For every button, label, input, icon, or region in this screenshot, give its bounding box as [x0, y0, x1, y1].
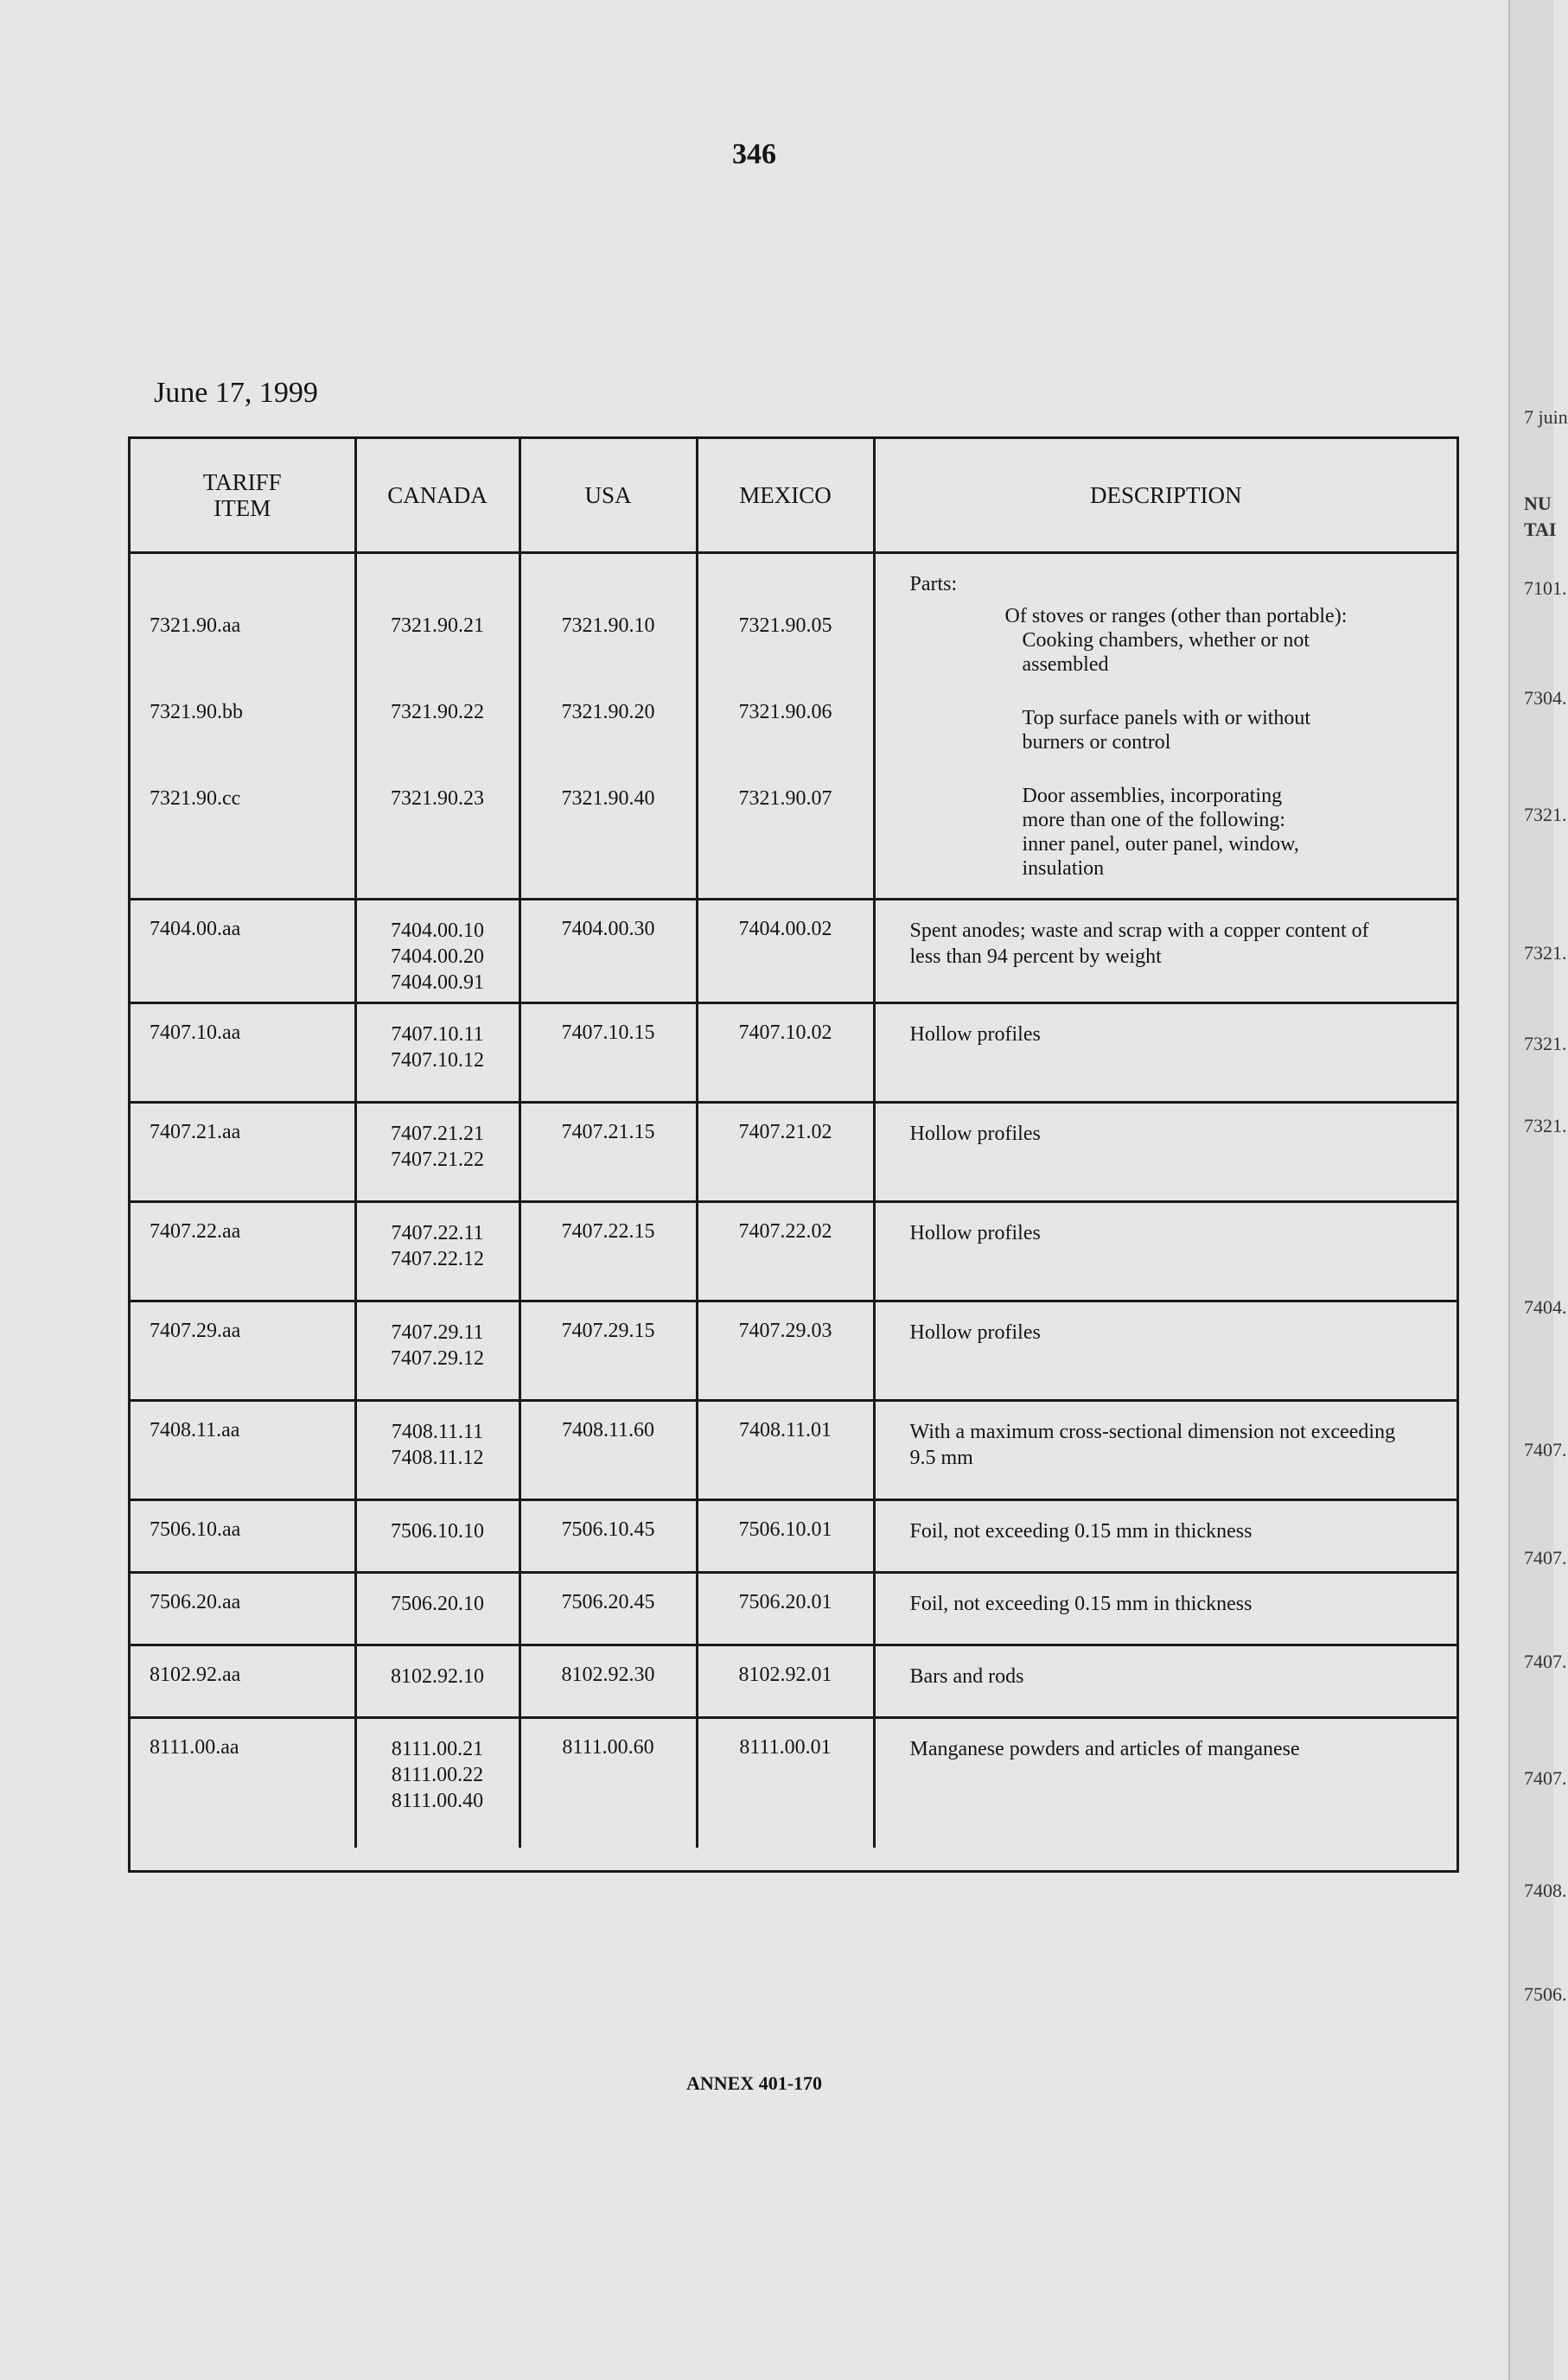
- parts-heading: Of stoves or ranges (other than portable):: [1004, 605, 1348, 627]
- parts-description-1: Cooking chambers, whether or not assembled: [1022, 629, 1310, 676]
- usa-cell: 7407.10.15: [519, 1003, 697, 1103]
- tariff-table: [131, 439, 1456, 1848]
- mexico-cell: 7407.21.02: [697, 1103, 874, 1202]
- table-row: [131, 1401, 1456, 1500]
- adjacent-item: 7407.: [1524, 1439, 1567, 1460]
- adjacent-header-fragment-2: TAI: [1524, 519, 1557, 540]
- mexico-cell: 8102.92.01: [697, 1645, 874, 1718]
- tariff-item-cell: 7404.00.aa: [131, 900, 355, 1003]
- usa-cell: 7506.10.45: [519, 1500, 697, 1573]
- adjacent-item: 7407.: [1524, 1651, 1567, 1672]
- adjacent-item: 7321.: [1524, 804, 1567, 825]
- canada-cell: 7404.00.10 7404.00.20 7404.00.91: [355, 900, 519, 1003]
- description-cell: Spent anodes; waste and scrap with a copper content of less than 94 percent by weight: [874, 900, 1456, 1003]
- canada-cell: 7321.90.21 7321.90.22 7321.90.23: [355, 553, 519, 900]
- mexico-cell: 7407.22.02: [697, 1202, 874, 1301]
- header-description: DESCRIPTION: [874, 439, 1456, 553]
- description-cell: Manganese powders and articles of manganese: [909, 1738, 1300, 1760]
- description-cell: Hollow profiles: [874, 1003, 1456, 1103]
- adjacent-item: 7404.: [1524, 1296, 1567, 1318]
- description-cell: Hollow profiles: [874, 1202, 1456, 1301]
- table-row: [131, 1645, 1456, 1718]
- table-row: [131, 1500, 1456, 1573]
- description-cell: Bars and rods: [874, 1645, 1456, 1718]
- mexico-cell: 8111.00.01: [697, 1718, 874, 1848]
- mexico-cell: 7321.90.05 7321.90.06 7321.90.07: [697, 553, 874, 900]
- canada-cell: 7407.21.21 7407.21.22: [355, 1103, 519, 1202]
- tariff-item-cell: 7506.10.aa: [131, 1500, 355, 1573]
- parts-description-3: Door assemblies, incorporating more than one of the following: inner panel, outer panel, window, insulation: [1022, 785, 1299, 880]
- usa-cell: 7506.20.45: [519, 1573, 697, 1645]
- usa-cell: 8102.92.30: [519, 1645, 697, 1718]
- table-row: [131, 900, 1456, 1003]
- header-tariff-item: TARIFF ITEM: [131, 439, 355, 553]
- adjacent-page-edge: [1508, 0, 1568, 2380]
- mexico-cell: 7407.10.02: [697, 1003, 874, 1103]
- tariff-item-cell: 7321.90.aa 7321.90.bb 7321.90.cc: [131, 553, 355, 900]
- adjacent-item: 7408.: [1524, 1880, 1567, 1901]
- table-row-parts-group: [131, 553, 1456, 900]
- description-cell: Hollow profiles: [874, 1103, 1456, 1202]
- mexico-cell: 7404.00.02: [697, 900, 874, 1003]
- description-cell: [874, 553, 1456, 900]
- canada-cell: 7407.10.11 7407.10.12: [355, 1003, 519, 1103]
- annex-footer: ANNEX 401-170: [685, 2072, 823, 2094]
- mexico-cell: 7506.20.01: [697, 1573, 874, 1645]
- usa-cell: 7407.21.15: [519, 1103, 697, 1202]
- canada-cell: 7506.20.10: [355, 1573, 519, 1645]
- document-date: June 17, 1999: [154, 377, 318, 409]
- adjacent-item: 7304.: [1524, 687, 1567, 709]
- table-header-row: [131, 439, 1456, 553]
- adjacent-item: 7101.: [1524, 577, 1567, 599]
- adjacent-item: 7506.: [1524, 1983, 1567, 2005]
- usa-cell: 7407.29.15: [519, 1301, 697, 1401]
- tariff-item-cell: 8102.92.aa: [131, 1645, 355, 1718]
- table-row: [131, 1202, 1456, 1301]
- tariff-item-cell: 7407.10.aa: [131, 1003, 355, 1103]
- header-usa: USA: [519, 439, 697, 553]
- tariff-item-cell: 7506.20.aa: [131, 1573, 355, 1645]
- tariff-item-cell: 7408.11.aa: [131, 1401, 355, 1500]
- adjacent-item: 7321.: [1524, 1033, 1567, 1054]
- table-row: [131, 1573, 1456, 1645]
- table-row: [131, 1301, 1456, 1401]
- canada-cell: 7506.10.10: [355, 1500, 519, 1573]
- adjacent-header-fragment-1: NU: [1524, 493, 1552, 514]
- usa-cell: 7407.22.15: [519, 1202, 697, 1301]
- table-row: [131, 1103, 1456, 1202]
- canada-cell: 8102.92.10: [355, 1645, 519, 1718]
- canada-cell: 7407.22.11 7407.22.12: [355, 1202, 519, 1301]
- table-row: [131, 1003, 1456, 1103]
- mexico-cell: 7408.11.01: [697, 1401, 874, 1500]
- usa-cell: 7404.00.30: [519, 900, 697, 1003]
- tariff-item-cell: 7407.29.aa: [131, 1301, 355, 1401]
- tariff-item-cell: 8111.00.aa: [131, 1718, 355, 1848]
- header-canada: CANADA: [355, 439, 519, 553]
- tariff-table-frame: [128, 436, 1459, 1873]
- canada-cell: 7408.11.11 7408.11.12: [355, 1401, 519, 1500]
- header-mexico: MEXICO: [697, 439, 874, 553]
- parts-label: Parts:: [909, 573, 958, 595]
- table-row: [131, 1718, 1456, 1848]
- adjacent-date-fragment: 7 juin: [1524, 406, 1568, 428]
- canada-cell: 7407.29.11 7407.29.12: [355, 1301, 519, 1401]
- tariff-item-cell: 7407.22.aa: [131, 1202, 355, 1301]
- adjacent-item: 7407.: [1524, 1767, 1567, 1789]
- description-cell: Hollow profiles: [874, 1301, 1456, 1401]
- adjacent-item: 7321.: [1524, 1115, 1567, 1136]
- adjacent-item: 7321.: [1524, 942, 1567, 964]
- canada-cell: 8111.00.21 8111.00.22 8111.00.40: [355, 1718, 519, 1848]
- usa-cell: 7321.90.10 7321.90.20 7321.90.40: [519, 553, 697, 900]
- description-cell: Foil, not exceeding 0.15 mm in thickness: [874, 1500, 1456, 1573]
- mexico-cell: 7407.29.03: [697, 1301, 874, 1401]
- parts-description-2: Top surface panels with or without burners or control: [1022, 707, 1311, 754]
- mexico-cell: 7506.10.01: [697, 1500, 874, 1573]
- description-cell: Foil, not exceeding 0.15 mm in thickness: [874, 1573, 1456, 1645]
- description-cell: With a maximum cross-sectional dimension not exceeding 9.5 mm: [874, 1401, 1456, 1500]
- usa-cell: 8111.00.60: [519, 1718, 697, 1848]
- adjacent-item: 7407.: [1524, 1547, 1567, 1569]
- usa-cell: 7408.11.60: [519, 1401, 697, 1500]
- tariff-item-cell: 7407.21.aa: [131, 1103, 355, 1202]
- page-number: 346: [732, 138, 776, 170]
